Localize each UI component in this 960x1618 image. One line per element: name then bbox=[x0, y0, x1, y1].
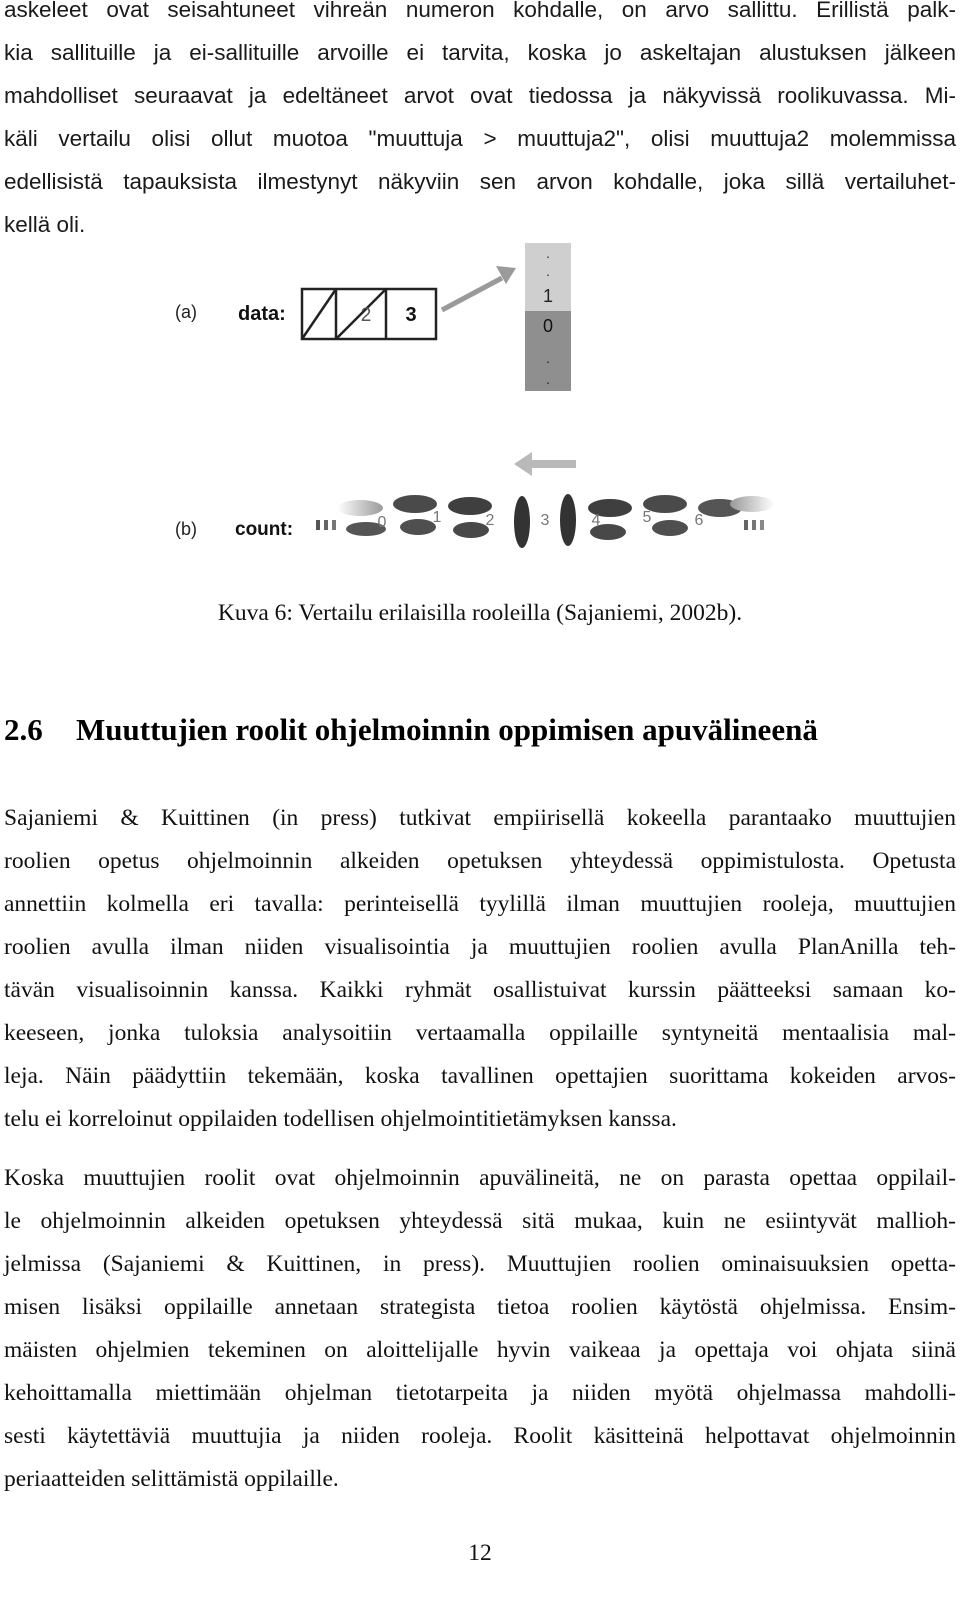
text-line: roolien opetus ohjelmoinnin alkeiden opetuksen yhteydessä oppimistulosta. Opetusta bbox=[4, 848, 956, 874]
arrow-up-right-icon bbox=[442, 266, 516, 310]
text-line: kellä oli. bbox=[4, 212, 86, 237]
intro-paragraph bbox=[4, 0, 956, 246]
value-scale bbox=[525, 243, 571, 391]
scale-value: 0 bbox=[542, 316, 554, 336]
scale-value: . bbox=[546, 245, 550, 261]
text-line: käli vertailu olisi ollut muotoa "muuttuja > muuttuja2", olisi muuttuja2 molemmissa bbox=[4, 126, 956, 151]
footprint-track bbox=[316, 494, 774, 548]
footprint-icon bbox=[698, 496, 774, 517]
page-number: 12 bbox=[468, 1540, 492, 1566]
text-line: tävän visualisoinnin kanssa. Kaikki ryhmät osallistuivat kurssin päätteeksi samaan ko- bbox=[4, 977, 956, 1003]
step-number: 1 bbox=[432, 509, 442, 526]
text-line: mahdolliset seuraavat ja edeltäneet arvot ovat tiedossa ja näkyvissä roolikuvassa. Mi- bbox=[4, 83, 956, 108]
data-cells bbox=[302, 289, 436, 339]
paragraph-2 bbox=[4, 1157, 956, 1501]
text-line: kehoittamalla miettimään ohjelman tietotarpeita ja niiden myötä ohjelmassa mahdolli- bbox=[4, 1380, 956, 1406]
count-label: count: bbox=[235, 519, 294, 540]
label-b: (b) bbox=[175, 519, 197, 539]
section-number: 2.6 bbox=[4, 712, 43, 747]
step-number: 4 bbox=[591, 512, 601, 529]
scale-value: . bbox=[546, 350, 550, 366]
figure-illustration bbox=[160, 238, 800, 578]
step-number: 3 bbox=[540, 512, 550, 529]
text-line: Koska muuttujien roolit ovat ohjelmoinnin apuvälineitä, ne on parasta opettaa oppilail- bbox=[4, 1165, 956, 1191]
scale-value: . bbox=[546, 371, 550, 387]
text-line: leja. Näin päädyttiin tekemään, koska tavallinen opettajien suorittama kokeiden arvos- bbox=[4, 1063, 956, 1089]
section-title: Muuttujien roolit ohjelmoinnin oppimisen apuvälineenä bbox=[76, 712, 818, 747]
data-cell-current: 3 bbox=[405, 304, 417, 326]
paragraph-1 bbox=[4, 797, 956, 1141]
text-line: edellisistä tapauksista ilmestynyt näkyviin sen arvon kohdalle, joka sillä vertailuhet- bbox=[4, 169, 956, 194]
step-number: 6 bbox=[694, 512, 704, 529]
footprint-icon bbox=[393, 495, 437, 535]
step-number: 2 bbox=[485, 512, 495, 529]
text-line: Sajaniemi & Kuittinen (in press) tutkivat empiirisellä kokeella parantaako muuttujien bbox=[4, 805, 956, 831]
scale-value: . bbox=[546, 263, 550, 279]
text-line: sesti käytettäviä muuttujia ja niiden rooleja. Roolit käsitteinä helpottavat ohjelmoinnin bbox=[4, 1423, 956, 1449]
step-number: 5 bbox=[642, 509, 652, 526]
data-cell-old: 2 bbox=[360, 305, 372, 326]
text-line: askeleet ovat seisahtuneet vihreän numeron kohdalle, on arvo sallittu. Erillistä palk- bbox=[4, 0, 956, 22]
data-label: data: bbox=[238, 303, 286, 325]
text-line: mäisten ohjelmien tekeminen on aloittelijalle hyvin vaikeaa ja opettaja voi ohjata siinä bbox=[4, 1337, 956, 1363]
text-line: kia sallituille ja ei-sallituille arvoille ei tarvita, koska jo askeltajan alustuksen jälkeen bbox=[4, 40, 956, 65]
text-line: telu ei korreloinut oppilaiden todellisen ohjelmointitietämyksen kanssa. bbox=[4, 1106, 677, 1132]
figure-caption: Kuva 6: Vertailu erilaisilla rooleilla (Sajaniemi, 2002b). bbox=[217, 600, 743, 626]
arrow-left-icon bbox=[514, 452, 576, 476]
text-line: jelmissa (Sajaniemi & Kuittinen, in press). Muuttujien roolien ominaisuuksien opetta- bbox=[4, 1251, 956, 1277]
text-line: keeseen, jonka tuloksia analysoitiin vertaamalla oppilaille syntyneitä mentaalisia mal- bbox=[4, 1020, 956, 1046]
text-line: misen lisäksi oppilaille annetaan strategista tietoa roolien käytöstä ohjelmissa. Ensim- bbox=[4, 1294, 956, 1320]
figure-6 bbox=[160, 238, 800, 578]
text-line: le ohjelmoinnin alkeiden opetuksen yhteydessä sitä mukaa, kuin ne esiintyvät mallioh- bbox=[4, 1208, 956, 1234]
scale-value: 1 bbox=[542, 286, 554, 306]
section-heading bbox=[4, 712, 956, 748]
label-a: (a) bbox=[175, 302, 197, 322]
text-line: roolien avulla ilman niiden visualisointia ja muuttujien roolien avulla PlanAnilla teh- bbox=[4, 934, 956, 960]
text-line: annettiin kolmella eri tavalla: perinteisellä tyylillä ilman muuttujien rooleja, muuttujien bbox=[4, 891, 956, 917]
text-line: periaatteiden selittämistä oppilaille. bbox=[4, 1466, 339, 1492]
step-number: 0 bbox=[377, 514, 387, 531]
